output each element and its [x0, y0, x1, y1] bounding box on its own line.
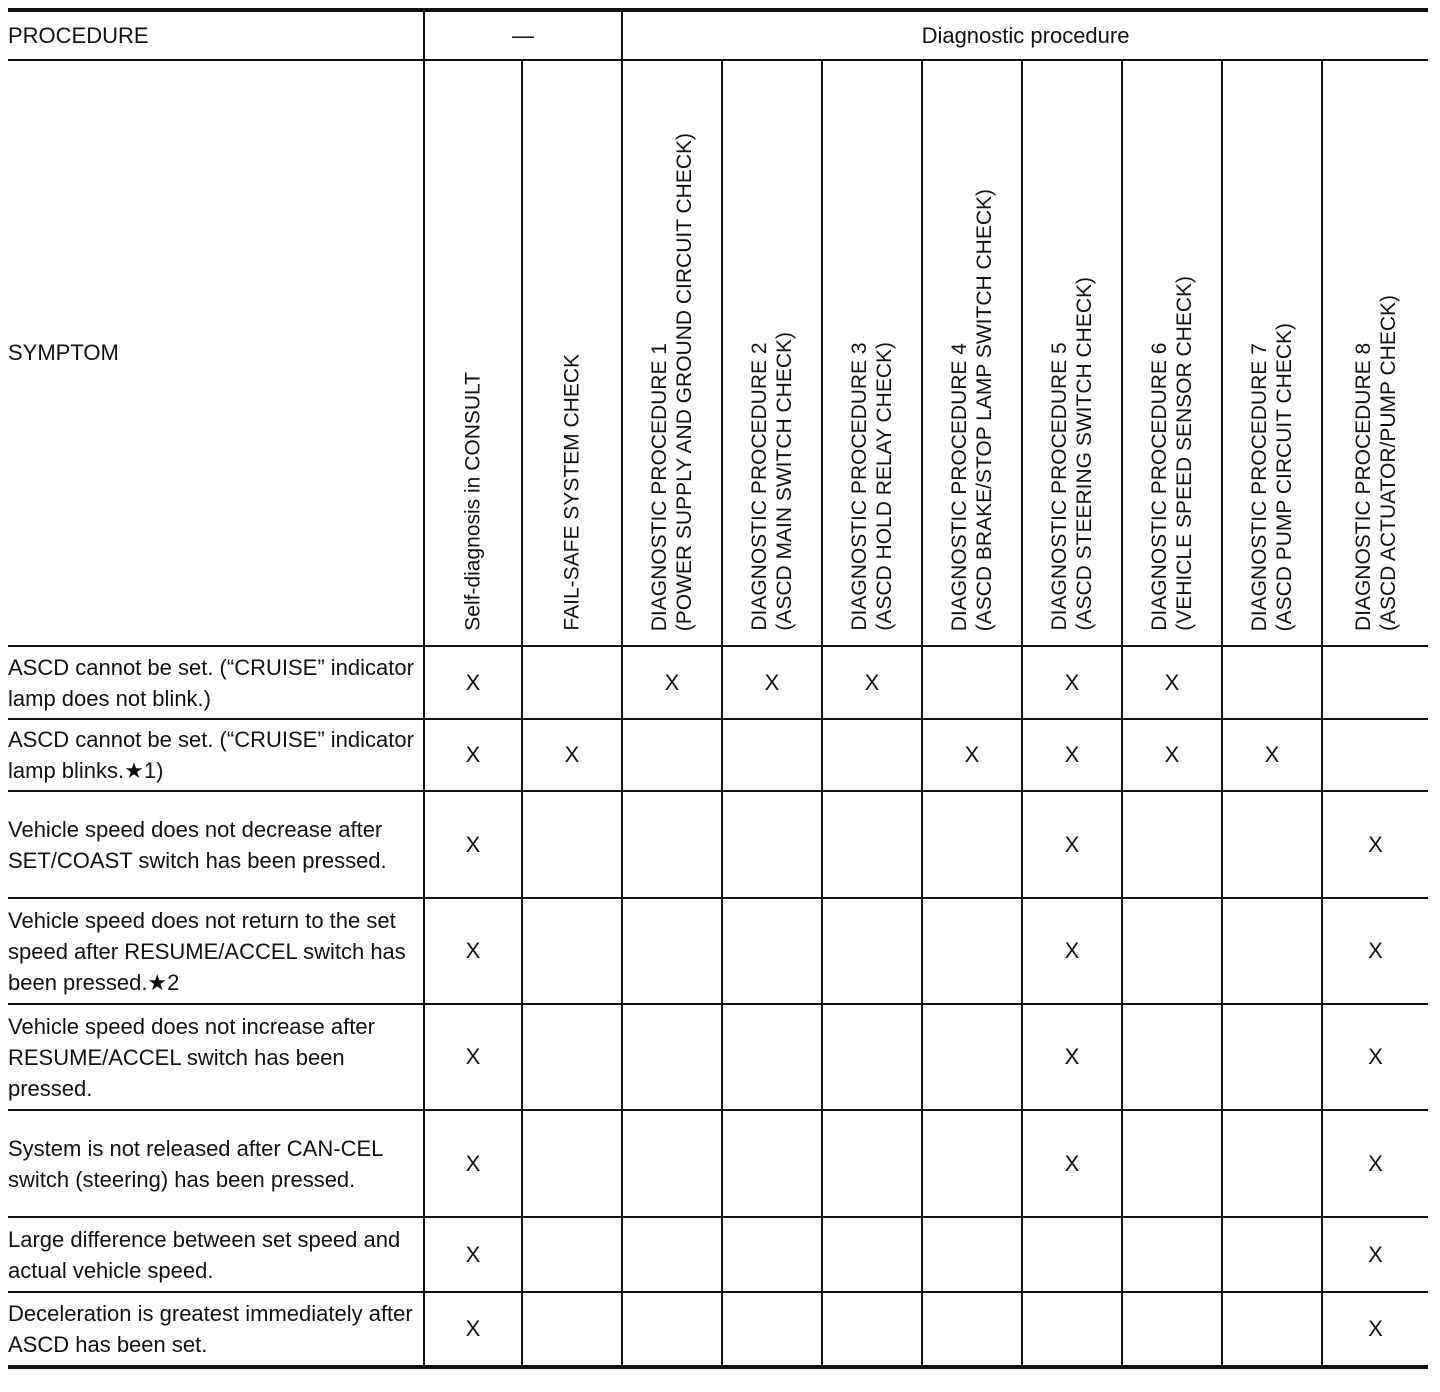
check-mark-cell: X	[1022, 1110, 1122, 1217]
check-mark-cell: X	[424, 1110, 522, 1217]
check-mark-cell: X	[1322, 1292, 1428, 1367]
column-header-9	[1222, 60, 1322, 646]
check-mark-cell: X	[424, 791, 522, 898]
check-mark-cell: X	[1022, 898, 1122, 1004]
check-mark-cell: X	[1322, 898, 1428, 1004]
column-header-label: Self-diagnosis in CONSULT	[461, 372, 485, 631]
symptom-cell: Vehicle speed does not increase after RESUME/ACCEL switch has been pressed.	[8, 1004, 424, 1110]
check-mark-cell	[822, 898, 922, 1004]
table-row	[8, 1004, 1428, 1110]
table-row	[8, 1292, 1428, 1367]
column-header-1	[424, 60, 522, 646]
symptom-cell: Deceleration is greatest immediately after ASCD has been set.	[8, 1292, 424, 1367]
check-mark-cell	[522, 1217, 622, 1292]
symptom-cell: Vehicle speed does not decrease after SET/COAST switch has been pressed.	[8, 791, 424, 898]
check-mark-cell	[922, 1292, 1022, 1367]
general-checks-header: —	[424, 10, 622, 60]
check-mark-cell	[522, 646, 622, 719]
check-mark-cell: X	[424, 1217, 522, 1292]
column-header-label: DIAGNOSTIC PROCEDURE 5 (ASCD STEERING SWITCH CHECK)	[1048, 277, 1096, 631]
diagnostic-procedure-header: Diagnostic procedure	[622, 10, 1428, 60]
check-mark-cell	[622, 719, 722, 791]
check-mark-cell	[1022, 1292, 1122, 1367]
check-mark-cell	[1122, 1292, 1222, 1367]
check-mark-cell	[522, 898, 622, 1004]
check-mark-cell: X	[424, 646, 522, 719]
check-mark-cell	[522, 791, 622, 898]
column-header-2	[522, 60, 622, 646]
column-header-label: DIAGNOSTIC PROCEDURE 4 (ASCD BRAKE/STOP LAMP SWITCH CHECK)	[948, 188, 996, 631]
column-header-label: DIAGNOSTIC PROCEDURE 2 (ASCD MAIN SWITCH CHECK)	[748, 332, 796, 631]
column-header-8	[1122, 60, 1222, 646]
check-mark-cell	[722, 719, 822, 791]
column-header-label: DIAGNOSTIC PROCEDURE 3 (ASCD HOLD RELAY CHECK)	[848, 342, 896, 631]
check-mark-cell	[722, 1217, 822, 1292]
symptom-cell: ASCD cannot be set. (“CRUISE” indicator lamp blinks.★1)	[8, 719, 424, 791]
check-mark-cell	[622, 1004, 722, 1110]
check-mark-cell	[622, 1217, 722, 1292]
column-header-label: FAIL-SAFE SYSTEM CHECK	[560, 354, 584, 631]
check-mark-cell: X	[424, 898, 522, 1004]
check-mark-cell: X	[1322, 791, 1428, 898]
check-mark-cell	[522, 1292, 622, 1367]
check-mark-cell	[1222, 1110, 1322, 1217]
symptom-cell: Vehicle speed does not return to the set speed after RESUME/ACCEL switch has been pressed.★2	[8, 898, 424, 1004]
check-mark-cell	[622, 1292, 722, 1367]
check-mark-cell	[522, 1004, 622, 1110]
check-mark-cell: X	[822, 646, 922, 719]
check-mark-cell: X	[1322, 1110, 1428, 1217]
check-mark-cell	[922, 1217, 1022, 1292]
check-mark-cell	[922, 646, 1022, 719]
column-header-4	[722, 60, 822, 646]
check-mark-cell: X	[1322, 1004, 1428, 1110]
check-mark-cell: X	[424, 1292, 522, 1367]
column-header-10	[1322, 60, 1428, 646]
check-mark-cell	[822, 1292, 922, 1367]
check-mark-cell: X	[922, 719, 1022, 791]
check-mark-cell	[822, 791, 922, 898]
check-mark-cell	[1122, 898, 1222, 1004]
column-header-label: DIAGNOSTIC PROCEDURE 8 (ASCD ACTUATOR/PUMP CHECK)	[1351, 294, 1400, 631]
check-mark-cell	[622, 1110, 722, 1217]
check-mark-cell	[1222, 646, 1322, 719]
check-mark-cell	[1122, 1004, 1222, 1110]
check-mark-cell: X	[1022, 719, 1122, 791]
column-header-5	[822, 60, 922, 646]
check-mark-cell	[1122, 1217, 1222, 1292]
symptom-procedure-matrix	[8, 8, 1428, 1369]
check-mark-cell: X	[1022, 791, 1122, 898]
check-mark-cell	[822, 1110, 922, 1217]
check-mark-cell	[822, 1217, 922, 1292]
procedure-header: PROCEDURE	[8, 10, 424, 60]
check-mark-cell	[1222, 1292, 1322, 1367]
check-mark-cell	[722, 791, 822, 898]
table-row	[8, 719, 1428, 791]
check-mark-cell	[1022, 1217, 1122, 1292]
check-mark-cell: X	[1222, 719, 1322, 791]
check-mark-cell	[722, 1004, 822, 1110]
column-header-7	[1022, 60, 1122, 646]
check-mark-cell	[1222, 898, 1322, 1004]
check-mark-cell	[1222, 1217, 1322, 1292]
check-mark-cell	[622, 898, 722, 1004]
check-mark-cell	[922, 791, 1022, 898]
table-row	[8, 898, 1428, 1004]
check-mark-cell	[922, 898, 1022, 1004]
check-mark-cell: X	[622, 646, 722, 719]
check-mark-cell	[922, 1110, 1022, 1217]
symptom-header: SYMPTOM	[8, 60, 424, 646]
check-mark-cell	[722, 1110, 822, 1217]
check-mark-cell: X	[1022, 1004, 1122, 1110]
check-mark-cell	[722, 898, 822, 1004]
column-header-label: DIAGNOSTIC PROCEDURE 1 (POWER SUPPLY AND GROUND CIRCUIT CHECK)	[648, 132, 696, 631]
check-mark-cell: X	[522, 719, 622, 791]
check-mark-cell	[622, 791, 722, 898]
table-row	[8, 646, 1428, 719]
column-header-6	[922, 60, 1022, 646]
column-header-label: DIAGNOSTIC PROCEDURE 6 (VEHICLE SPEED SENSOR CHECK)	[1148, 276, 1196, 631]
check-mark-cell	[722, 1292, 822, 1367]
check-mark-cell: X	[1022, 646, 1122, 719]
column-header-3	[622, 60, 722, 646]
column-header-label: DIAGNOSTIC PROCEDURE 7 (ASCD PUMP CIRCUIT CHECK)	[1248, 322, 1296, 631]
check-mark-cell: X	[424, 719, 522, 791]
symptom-cell: System is not released after CAN-CEL switch (steering) has been pressed.	[8, 1110, 424, 1217]
check-mark-cell: X	[1122, 719, 1222, 791]
check-mark-cell	[1222, 1004, 1322, 1110]
check-mark-cell: X	[424, 1004, 522, 1110]
check-mark-cell	[822, 719, 922, 791]
table-row	[8, 791, 1428, 898]
check-mark-cell: X	[1122, 646, 1222, 719]
symptom-cell: ASCD cannot be set. (“CRUISE” indicator lamp does not blink.)	[8, 646, 424, 719]
check-mark-cell	[1122, 791, 1222, 898]
table-row	[8, 1110, 1428, 1217]
check-mark-cell	[522, 1110, 622, 1217]
check-mark-cell	[1322, 719, 1428, 791]
table-row	[8, 1217, 1428, 1292]
symptom-cell: Large difference between set speed and actual vehicle speed.	[8, 1217, 424, 1292]
check-mark-cell: X	[722, 646, 822, 719]
check-mark-cell	[1322, 646, 1428, 719]
check-mark-cell	[922, 1004, 1022, 1110]
check-mark-cell	[1222, 791, 1322, 898]
check-mark-cell	[822, 1004, 922, 1110]
check-mark-cell	[1122, 1110, 1222, 1217]
check-mark-cell: X	[1322, 1217, 1428, 1292]
